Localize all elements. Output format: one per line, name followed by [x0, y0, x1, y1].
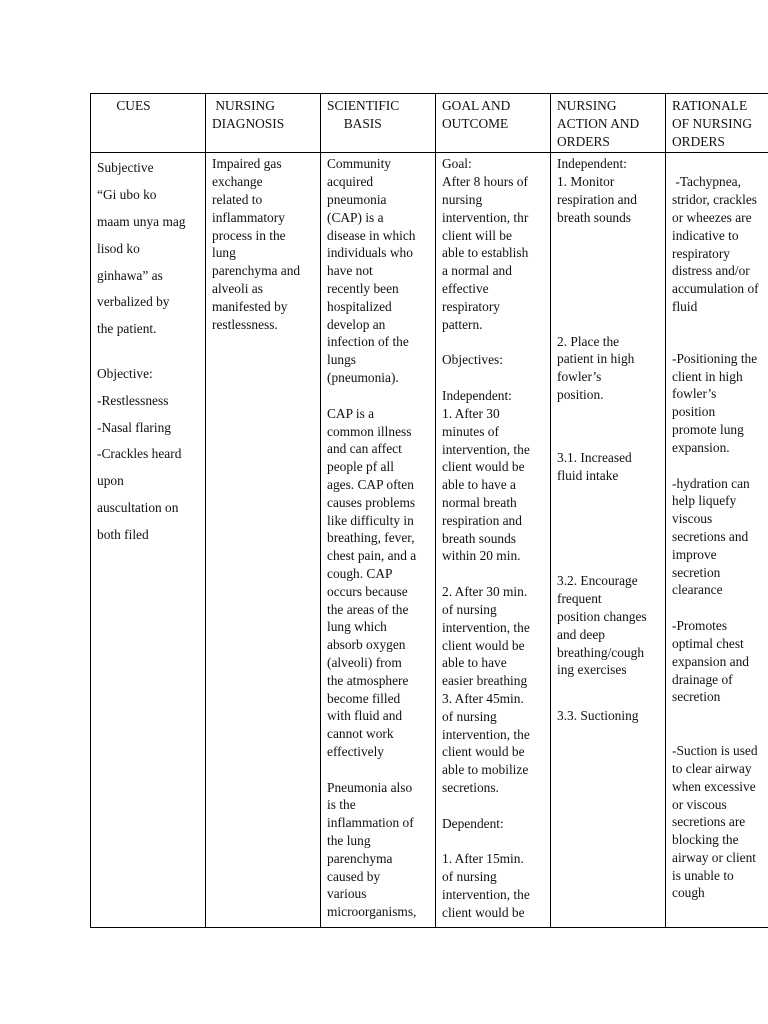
- header-cues: CUES: [91, 94, 206, 153]
- objective-label: Objective:: [97, 365, 153, 381]
- subjective-text: “Gi ubo ko maam unya mag lisod ko ginhawa” as verbalized by the patient.: [97, 187, 186, 337]
- objective-item: -Restlessness: [97, 392, 169, 408]
- header-scientific-basis: SCIENTIFIC BASIS: [321, 94, 436, 153]
- spacer: [327, 387, 429, 405]
- rationale-1: -Tachypnea, stridor, crackles or wheezes are indicative to respiratory distress and/or accumulation of fluid: [672, 174, 759, 314]
- action-1: Independent: 1. Monitor respiration and breath sounds: [557, 156, 637, 225]
- dependent-label: Dependent:: [442, 815, 504, 831]
- spacer: [442, 832, 544, 850]
- rationale-5: -Suction is used to clear airway when excessive or viscous secretions are blocking the airway or client is unable to cough: [672, 743, 758, 901]
- header-goal-outcome: GOAL AND OUTCOME: [436, 94, 551, 153]
- objectives-label: Objectives:: [442, 352, 503, 368]
- spacer: [557, 227, 659, 333]
- spacer: [672, 316, 768, 350]
- header-row: [91, 94, 768, 153]
- scientific-paragraph: Community acquired pneumonia (CAP) is a disease in which individuals who have not recently been hospitalized develop an infection of the lungs (pneumonia).: [327, 156, 416, 385]
- scientific-basis-cell: [321, 153, 436, 928]
- scientific-paragraph: CAP is a common illness and can affect people pf all ages. CAP often causes problems like difficulty in breathing, fever, chest pain, and a cough. CAP occurs because the areas of the lung which absorb oxygen (alveoli) from the atmosphere become filled with fluid and cannot work effectively: [327, 405, 417, 759]
- nursing-care-plan-table: [90, 93, 768, 928]
- independent-label: Independent:: [442, 388, 512, 404]
- objective-2: 2. After 30 min. of nursing intervention, the client would be able to have easier breathing 3. After 45min. of nursing intervention, the client would be able to mobilize secretions.: [442, 584, 530, 795]
- spacer: [672, 706, 768, 742]
- cues-cell: [91, 153, 206, 928]
- rationale-4: -Promotes optimal chest expansion and drainage of secretion: [672, 618, 749, 705]
- objective-item: -Crackles heard upon auscultation on both filed: [97, 446, 182, 542]
- spacer: [672, 155, 768, 173]
- diagnosis-cell: [206, 153, 321, 928]
- action-5: 3.3. Suctioning: [557, 708, 639, 724]
- nursing-action-cell: [551, 153, 666, 928]
- objective-item: -Nasal flaring: [97, 419, 171, 435]
- spacer: [97, 343, 199, 361]
- goal-outcome-cell: [436, 153, 551, 928]
- dependent-1: 1. After 15min. of nursing intervention, the client would be: [442, 851, 530, 920]
- header-rationale: RATIONALE OF NURSING ORDERS: [666, 94, 768, 153]
- spacer: [672, 457, 768, 475]
- subjective-label: Subjective: [97, 160, 154, 176]
- header-nursing-action: NURSING ACTION AND ORDERS: [551, 94, 666, 153]
- rationale-cell: [666, 153, 768, 928]
- action-4: 3.2. Encourage frequent position changes and deep breathing/cough ing exercises: [557, 573, 647, 678]
- objective-1: 1. After 30 minutes of intervention, the client would be able to have a normal breath respiration and breath sounds within 20 min.: [442, 405, 530, 564]
- spacer: [327, 761, 429, 779]
- spacer: [442, 797, 544, 815]
- action-2: 2. Place the patient in high fowler’s position.: [557, 333, 635, 402]
- diagnosis-text: Impaired gas exchange related to inflammatory process in the lung parenchyma and alveoli as manifested by restlessness.: [212, 156, 301, 332]
- spacer: [442, 333, 544, 351]
- action-3: 3.1. Increased fluid intake: [557, 449, 632, 483]
- header-nursing-diagnosis: NURSING DIAGNOSIS: [206, 94, 321, 153]
- rationale-2: -Positioning the client in high fowler’s position promote lung expansion.: [672, 350, 758, 455]
- spacer: [557, 679, 659, 707]
- scientific-paragraph: Pneumonia also is the inflammation of the lung parenchyma caused by various microorganisms,: [327, 779, 417, 920]
- spacer: [442, 565, 544, 583]
- spacer: [672, 599, 768, 617]
- rationale-3: -hydration can help liquefy viscous secretions and improve secretion clearance: [672, 475, 750, 598]
- spacer: [557, 484, 659, 572]
- spacer: [557, 404, 659, 449]
- content-row: [91, 153, 768, 928]
- goal-text: Goal: After 8 hours of nursing intervention, thr client will be able to establish a normal and effective respiratory pattern.: [442, 156, 529, 332]
- spacer: [442, 369, 544, 387]
